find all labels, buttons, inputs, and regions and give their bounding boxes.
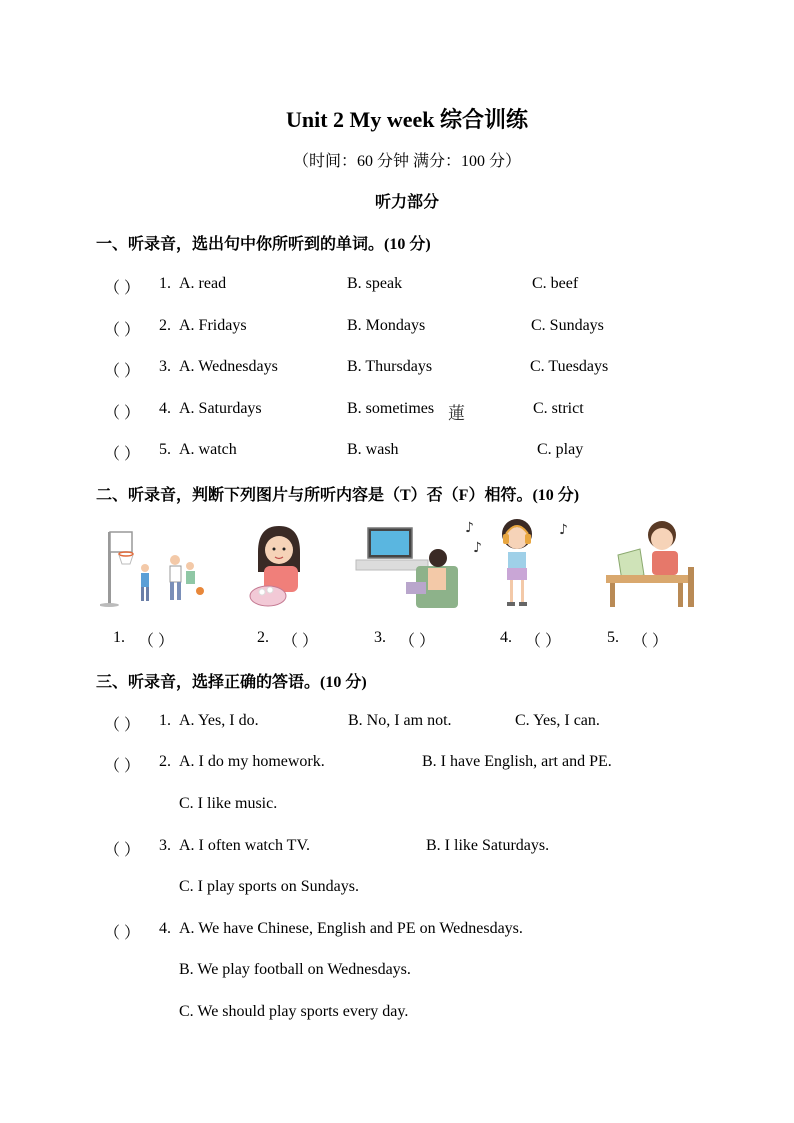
- option-c: C. We should play sports every day.: [179, 1003, 409, 1020]
- option-c: C. Sundays: [531, 317, 604, 334]
- option-a: A. read: [179, 275, 227, 292]
- option-b: B. wash: [347, 441, 399, 458]
- question-number: 4.: [159, 920, 171, 937]
- section2-heading: 二、听录音，判断下列图片与所听内容是（T）否（F）相符。(10 分): [96, 487, 580, 504]
- option-c: C. I play sports on Sundays.: [179, 878, 359, 895]
- option-b: B. speak: [347, 275, 403, 292]
- question-number: 2.: [159, 317, 171, 334]
- option-b: B. I have English, art and PE.: [422, 753, 612, 770]
- picture-answer-bracket[interactable]: （ ）: [525, 633, 562, 650]
- answer-bracket[interactable]: （ ）: [104, 446, 141, 463]
- option-a: A. We have Chinese, English and PE on Wednesdays.: [179, 920, 523, 937]
- option-a: A. Fridays: [179, 317, 247, 334]
- answer-bracket[interactable]: （ ）: [104, 758, 141, 775]
- option-b: B. Thursdays: [347, 358, 433, 375]
- option-b: B. No, I am not.: [348, 712, 452, 729]
- question-number: 1.: [159, 275, 171, 292]
- girl-washing-clothes-picture: [244, 522, 314, 610]
- boy-reading-book-picture: [604, 515, 704, 610]
- option-b: B. I like Saturdays.: [426, 837, 550, 854]
- picture-answer-bracket[interactable]: （ ）: [282, 633, 319, 650]
- picture-answer-bracket[interactable]: （ ）: [632, 633, 669, 650]
- question-number: 2.: [159, 753, 171, 770]
- picture-number: 5.: [607, 629, 619, 646]
- svg-text:♪: ♪: [559, 522, 568, 538]
- question-number: 5.: [159, 441, 171, 458]
- option-a: A. I do my homework.: [179, 753, 325, 770]
- option-c: C. I like music.: [179, 795, 278, 812]
- option-a: A. I often watch TV.: [179, 837, 310, 854]
- basketball-kids-picture: [100, 528, 210, 608]
- option-a: A. Wednesdays: [179, 358, 278, 375]
- section1-heading: 一、听录音，选出句中你所听到的单词。(10 分): [96, 236, 431, 253]
- page-title: Unit 2 My week 综合训练: [286, 107, 528, 132]
- answer-bracket[interactable]: （ ）: [104, 363, 141, 380]
- picture-number: 1.: [113, 629, 125, 646]
- question-number: 3.: [159, 837, 171, 854]
- exam-info: （时间：60 分钟 满分：100 分）: [292, 153, 521, 170]
- svg-text:♪: ♪: [473, 540, 482, 556]
- option-b: B. sometimes: [347, 400, 435, 417]
- question-number: 3.: [159, 358, 171, 375]
- picture-number: 3.: [374, 629, 386, 646]
- option-a: A. Saturdays: [179, 400, 262, 417]
- section3-heading: 三、听录音，选择正确的答语。(10 分): [96, 674, 367, 691]
- option-c: C. beef: [532, 275, 579, 292]
- picture-number: 4.: [500, 629, 512, 646]
- option-b: B. We play football on Wednesdays.: [179, 961, 411, 978]
- svg-text:♪: ♪: [465, 520, 474, 536]
- option-c: C. strict: [533, 400, 584, 417]
- part-label: 听力部分: [374, 194, 439, 211]
- answer-bracket[interactable]: （ ）: [104, 405, 141, 422]
- answer-bracket[interactable]: （ ）: [104, 322, 141, 339]
- picture-number: 2.: [257, 629, 269, 646]
- girl-listening-music-picture: [463, 516, 575, 610]
- option-b: B. Mondays: [347, 317, 426, 334]
- girl-watching-tv-picture: [354, 522, 460, 610]
- answer-bracket[interactable]: （ ）: [104, 842, 141, 859]
- option-c: C. play: [537, 441, 584, 458]
- question-number: 1.: [159, 712, 171, 729]
- option-a: A. Yes, I do.: [179, 712, 259, 729]
- picture-answer-bracket[interactable]: （ ）: [399, 633, 436, 650]
- question-number: 4.: [159, 400, 171, 417]
- option-c: C. Tuesdays: [530, 358, 609, 375]
- answer-bracket[interactable]: （ ）: [104, 280, 141, 297]
- answer-bracket[interactable]: （ ）: [104, 717, 141, 734]
- option-a: A. watch: [179, 441, 237, 458]
- picture-answer-bracket[interactable]: （ ）: [138, 633, 175, 650]
- answer-bracket[interactable]: （ ）: [104, 925, 141, 942]
- stray-character: 蓮: [448, 404, 465, 423]
- option-c: C. Yes, I can.: [515, 712, 600, 729]
